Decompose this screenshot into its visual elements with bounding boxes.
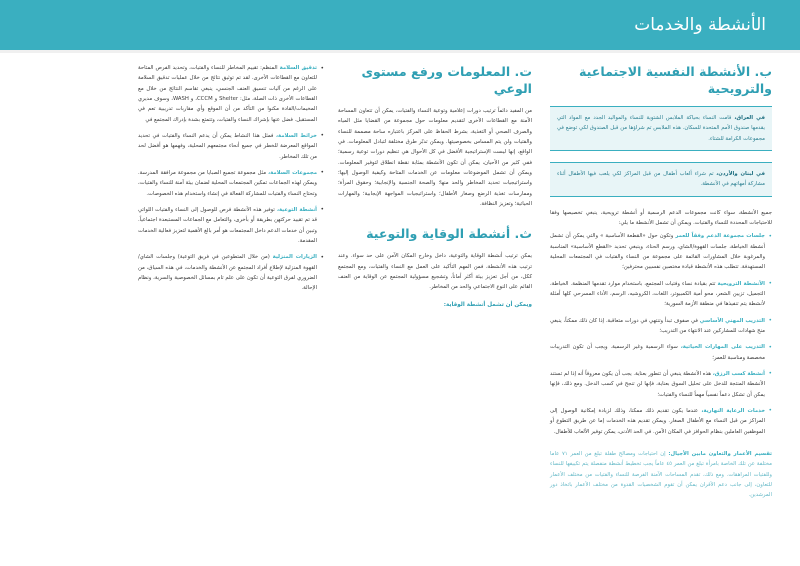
bullet-term: تدقيق السلامة (279, 65, 317, 71)
callout-iraq-body: قامت النساء بحياكة الملابس الشتوية للنساء والمواليد الجدد مع المواد التي يقدمها صندوق الأمم المتحدة للسكان. هذه الملابس تم شراؤها من قبل الصندوق لكي توضع في مجموعات الكرامة للشتاء. (557, 115, 765, 142)
list-item (550, 406, 772, 437)
bullet-body: في صفوف تبدأ وتنتهي في دورات متعاقبة. إذا كان ذلك ممكناً، ينبغي منح شهادات للمشاركين عند الانتهاء من التدريب؛ (550, 317, 765, 334)
mid-paragraph-2: يمكن ترتيب أنشطة الوقاية والتوعية، داخل وخارج المكان الآمن على حد سواء. وعند ترتيب هذه الأنشطة، فمن المهم التأكيد على العمل مع النساء والفتيات، ومع المجتمع ككل، من أجل تعزيز بيئة أكثر أماناً، وتشجيع مسؤولية المجتمع عن الوقاية من العنف القائم على النوع الاجتماعي والحد من المخاطر. (338, 253, 532, 291)
right-closing-note (550, 449, 772, 501)
bullet-term: خدمات الرعاية النهارية، (701, 407, 766, 414)
page-title: الأنشطة والخدمات (634, 14, 766, 35)
callout-lebanon-jordan-body: تم شراء ألعاب أطفال من قبل المراكز لكي يلعب فيها الأطفال أثناء مشاركة أمهاتهم في الأنشطة. (557, 170, 765, 188)
callout-lebanon-jordan (550, 162, 772, 197)
bullet-body: سواء الرسمية وغير الرسمية. ويجب أن تكون التدريبات مخصصة ومناسبة للعمر؛ (550, 344, 765, 361)
bullet-body: توفير هذه الأنشطة فرص للوصول إلى النساء والفتيات اللواتي قد تم تقييد حركتهن بطريقة أو بأخرى، والتعامل مع الجماعات المستبعدة اجتماعياً. وتبين أن خدمات الدعم داخل المجتمعات هو أمر بالغ الأهمية لتعزيز فعالية الخدمات المقدمة. (137, 206, 317, 244)
bullet-term: مجموعات السلامة، (268, 169, 317, 176)
right-bullet-list (550, 231, 772, 437)
right-intro-paragraph: جميع الأنشطة، سواء كانت مجموعات الدعم الرسمية أو أنشطة ترويحية، ينبغي تخصيصها وفقا للاحتياجات المحددة للنساء والفتيات. ويمكن أن تشمل الأنشطة ما يلي: (550, 209, 772, 226)
bullet-term: التدريب المهني الأساسي (699, 317, 765, 324)
bullet-body: (من خلال المتطوعين في فريق التوعية) وجلسات الشاي/القهوة المنزلية لإطلاع أفراد المجتمع عن الأنشطة والخدمات، في هذه السياق، من الضروري لفرق التوعية أن تكون على علم تام بمسائل الخصوصية والسرية، ونظام الإحالة. (138, 254, 317, 292)
callout-iraq (550, 106, 772, 151)
bullet-body: مثل مجموعة تجميع الصبايا من مجموعة مرافقة المدرسة. ويمكن لهذه الجماعات تمكين المجتمعات المحلية لضمان بيئة آمنة للنساء والفتيات، وتحتاج النساء والفتيات للمشاركة الفعالة في إنشاء واستخدام هذه الخصوصات. (138, 169, 317, 197)
mid-sublabel: ويمكن أن تشمل أنشطة الوقاية: (443, 301, 532, 308)
bullet-term: الأنشطة الترويحية (717, 280, 766, 287)
list-item (550, 316, 772, 337)
page-header (0, 0, 800, 50)
list-item (138, 63, 324, 125)
bullet-term: خرائط السلامة، (275, 132, 317, 139)
bullet-body: هذه الأنشطة ينبغي أن تتطور بعناية. يجب أن يكون معروفاً أنه إذا لم تستند الأنشطة المنتجة للدخل على تحليل السوق بعناية، فإنها لن تنجح في كسب الدخل. ومع ذلك، فإنها يمكن أن تشكل دعماً نفسياً مهماً للنساء والفتيات؛ (550, 370, 765, 398)
closing-note-body: إن احتياجات ومصالح طفلة تبلغ من العمر ٧١ عاما مختلفة عن تلك الخاصة بامرأة تبلغ من العمر ٤٥ عاماً يجب تخطيط أنشطة منفصلة يتم تكييفها للنساء وللفتيات المراهقات. ومع ذلك، تقدم المساحات الآمنة الفرصة للنساء والفتيات من مختلف الأعمار للتعاون، إلى جانب دعم الأقران يمكن أن تقوم الشخصيات القدوة من مختلف الأعمار باتخاذ دور المرشدين. (550, 450, 772, 499)
bullet-term: جلسات مجموعة الدعم وفقاً للعمر (675, 233, 765, 240)
bullet-term: التدريب على المهارات الحياتية، (680, 344, 765, 351)
page-footer (24, 535, 800, 550)
column-left (138, 63, 328, 557)
callout-iraq-country: في العراق، (734, 115, 765, 121)
closing-note-term: تقسيم الأعمار والتعاون مابين الأجيال: (668, 450, 773, 457)
list-item (138, 252, 324, 293)
column-right (540, 63, 778, 557)
bullet-term: الزيارات المنزلية (272, 254, 317, 261)
section-heading-t: ت. المعلومات ورفع مستوى الوعي (361, 64, 532, 96)
page-body (0, 53, 800, 557)
callout-lebanon-jordan-country: في لبنان والأردن، (716, 170, 765, 177)
bullet-term: أنشطة التوعية، (276, 206, 317, 213)
callout-lebanon-jordan-text (557, 169, 765, 190)
left-bullet-list (138, 63, 324, 294)
bullet-body: عندما يكون تقديم ذلك ممكنا، وذلك لزيادة إمكانية الوصول إلى المراكز من قبل النساء مع الأطفال الصغار. ويمكن تقديم هذه الخدمات إما عن طريق التطوع أو الموظفين العاملين بنظام الحوافز في المكان الآمن. في الحد الأدنى، يمكن توفير الألعاب للأطفال. (550, 407, 765, 435)
bullet-body: فمثل هذا النشاط يمكن أن يدعم النساء والفتيات في تحديد المواقع المعرضة للخطر في جميع أنحاء مجتمعهم المحلية، وفهمها هو أفضل لحد من تلك المخاطر. (138, 132, 317, 160)
bullet-body: المنظم: تقييم المخاطر للنساء والفتيات، وتحديد الفرص المتاحة للتعاون مع القطاعات الأخرى. لقد تم توثيق نتائج من خلال عمليات تدقيق السلامة على الرغم من آليات تنسيق العنف الجنسي، ينبغي تقاسم النتائج من خلال مع القطاعات الأخرى ذات الصلة، مثل: Shelter و CCCM، و WASH، وسوف مديري المخيمات/القادة مكنوا من التأكد من أن الموقع وأي مقاربات تدريبية تعم في المستقبل. فضل عنها بإشراك النساء والفتيات، وتتمتع بشدة بإدراك المجتمع في (138, 65, 317, 123)
list-item (138, 168, 324, 199)
mid-paragraph-1: من المفيد دائماً ترتيب دورات إعلامية وتوعية النساء والفتيات، يمكن أن تتعاون المساحة الآمنة مع القطاعات الأخرى لتقديم معلومات حول مجموعة من القضايا مثل المياه والصرف الصحي أو التغذية، بشرط الحفاظ على المركز باعتباره ساحة مصممة للنساء والفتيات ولن يتم المساس بخصوصيتها. ويمكن تدبّر طرق مختلفة لتبادل المعلومات. في الواقع، إنها ليست الإستراتيجية الأفضل في كل الأحوال هي تنظيم دورات توعية رسمية؛ ففي كثير من الأحيان، يمكن أن تكون الأنشطة بمثابة نقطة انطلاق لتوفير المعلومات. ويمكن أن تشمل الموضوعات معلومات عن الخدمات المتاحة وكيفية الوصول إليها؛ واستراتيجيات تحديد المخاطر والحد منها؛ والصحة الجنسية والإنجابية؛ وحقوق المرأة؛ وممارسات تغذية الرضع وصغار الأطفال؛ واستراتيجيات المواجهة الإيجابية؛ والمهارات الحياتية؛ وتعزيز النظافة. (338, 108, 532, 207)
bullet-term: أنشطة كسب الرزق، (712, 370, 765, 377)
bullet-body: وتكون حول «القطعة الأساسية » والتي يمكن أن تشمل أنشطة الخياطة، جلسات القهوة/الشاي، ورسم الحناء، وينبغي تحديد «القطع الأساسية» المناسبة والمرغوبة خلال المشاورات القائمة على مجموعة من النساء والفتيات في المجتمعات المحلية المستهدفة. تتطلب هذه الأنشطة قيادة مختصين نفسيين محترفين؛ (550, 233, 765, 271)
bullet-body: تتم بقيادة نساء وفتيات المجتمع، باستخدام موارد تقدمها المنظمة. الخياطة، التجميل، تزيين الشعر، محو أمية الكمبيوتر، اللغات، الكروشيه، الرسم، الأداء المسرحي كلها أمثلة لأنشطة يتم تنفيذها في منطقة الأزمة السورية؛ (550, 280, 765, 308)
callout-iraq-text (557, 113, 765, 144)
list-item (550, 279, 772, 310)
list-item (550, 231, 772, 272)
section-heading-th: ث. أنشطة الوقاية والتوعية (366, 226, 532, 242)
list-item (138, 131, 324, 162)
section-heading-b: ب. الأنشطة النفسية الاجتماعية والترويحية (578, 64, 772, 96)
list-item (138, 205, 324, 246)
list-item (550, 369, 772, 400)
column-middle (328, 63, 540, 557)
list-item (550, 342, 772, 363)
